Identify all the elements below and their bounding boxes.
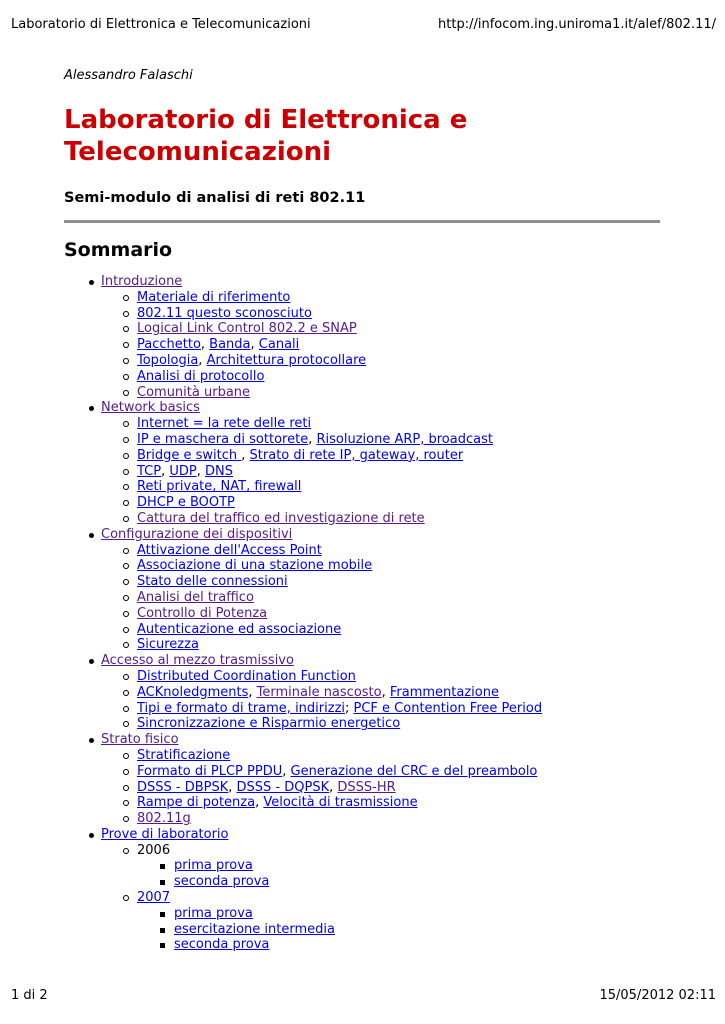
toc-link[interactable]: DHCP e BOOTP — [137, 495, 235, 511]
separator — [64, 220, 660, 223]
summary-heading: Sommario — [64, 239, 173, 261]
toc-link[interactable]: Sincronizzazione e Risparmio energetico — [137, 716, 401, 732]
toc-link[interactable]: Logical Link Control 802.2 e SNAP — [137, 321, 357, 337]
toc-link[interactable]: Materiale di riferimento — [137, 289, 291, 305]
toc-link[interactable]: Controllo di Potenza — [137, 605, 268, 621]
toc-subitem — [137, 858, 660, 874]
toc-item — [101, 748, 660, 764]
print-header-title: Laboratorio di Elettronica e Telecomunicazioni — [11, 17, 311, 32]
toc-link[interactable]: Formato di PLCP PPDU — [137, 763, 283, 779]
toc-link[interactable]: seconda prova — [174, 937, 270, 953]
toc-subitem — [137, 922, 660, 938]
page-subtitle: Semi-modulo di analisi di reti 802.11 — [64, 190, 366, 206]
toc-link[interactable]: PCF e Contention Free Period — [353, 700, 543, 716]
toc-link[interactable]: DNS — [205, 463, 234, 479]
toc-link[interactable]: Internet = la rete delle reti — [137, 416, 312, 432]
toc-section — [64, 274, 660, 400]
toc-item — [101, 795, 660, 811]
toc-link[interactable]: IP e maschera di sottorete — [137, 431, 309, 447]
toc-link[interactable]: Strato di rete IP, gateway, router — [249, 447, 464, 463]
toc-link[interactable]: Terminale nascosto — [256, 684, 382, 700]
toc-subitem — [137, 937, 660, 953]
toc-link[interactable]: Canali — [258, 337, 300, 353]
toc-item — [101, 511, 660, 527]
toc-link[interactable]: Analisi del traffico — [137, 589, 254, 605]
toc-text: , — [381, 684, 390, 700]
toc-link[interactable]: Distributed Coordination Function — [137, 668, 356, 684]
toc-link[interactable]: Pacchetto — [137, 337, 201, 353]
toc-link[interactable]: Reti private, NAT, firewall — [137, 479, 302, 495]
toc-link[interactable]: DSSS - DQPSK — [236, 779, 330, 795]
toc-sublist — [101, 290, 660, 401]
toc-item — [101, 669, 660, 685]
toc-item — [101, 369, 660, 385]
toc-section — [64, 527, 660, 653]
toc-item — [101, 811, 660, 827]
toc-subsublist — [137, 858, 660, 890]
toc-section — [64, 653, 660, 732]
toc-link[interactable]: Comunità urbane — [137, 384, 251, 400]
toc-link[interactable]: Introduzione — [101, 274, 183, 289]
toc-link[interactable]: Prove di laboratorio — [101, 826, 229, 842]
toc-link[interactable]: Cattura del traffico ed investigazione di rete — [137, 510, 425, 526]
toc-item — [101, 306, 660, 322]
toc-text: , — [228, 779, 237, 795]
toc-link[interactable]: Accesso al mezzo trasmissivo — [101, 653, 294, 669]
toc-link[interactable]: DSSS - DBPSK — [137, 779, 229, 795]
toc-item — [101, 622, 660, 638]
toc-text: , — [198, 352, 207, 368]
toc-link[interactable]: Strato fisico — [101, 732, 179, 748]
toc-text: , — [308, 431, 317, 447]
toc-item — [101, 448, 660, 464]
print-datetime: 15/05/2012 02:11 — [599, 988, 716, 1003]
toc-link[interactable]: Banda — [209, 337, 251, 353]
toc-sublist — [101, 748, 660, 827]
print-header — [11, 17, 716, 32]
toc-section — [64, 732, 660, 827]
toc-link[interactable]: ACKnoledgments — [137, 684, 249, 700]
toc-item — [101, 716, 660, 732]
table-of-contents — [64, 274, 660, 953]
toc-link[interactable]: Generazione del CRC e del preambolo — [290, 763, 538, 779]
toc-link[interactable]: Analisi di protocollo — [137, 368, 265, 384]
toc-item — [101, 606, 660, 622]
toc-sublist — [101, 843, 660, 954]
toc-link[interactable]: Tipi e formato di trame, indirizzi — [137, 700, 345, 716]
toc-item — [101, 890, 660, 953]
toc-item — [101, 701, 660, 717]
toc-text: , — [248, 684, 257, 700]
toc-section — [64, 827, 660, 953]
toc-text: , — [241, 447, 250, 463]
document-body — [64, 67, 660, 953]
toc-link[interactable]: Stratificazione — [137, 747, 231, 763]
toc-link[interactable]: seconda prova — [174, 874, 270, 890]
toc-link[interactable]: Sicurezza — [137, 637, 199, 653]
toc-link[interactable]: Risoluzione ARP, broadcast — [316, 431, 493, 447]
toc-link[interactable]: 802.11 questo sconosciuto — [137, 305, 312, 321]
toc-section — [64, 400, 660, 526]
toc-item — [101, 590, 660, 606]
toc-item — [101, 685, 660, 701]
toc-link[interactable]: Stato delle connessioni — [137, 574, 288, 590]
toc-text: , — [250, 337, 259, 353]
toc-link[interactable]: esercitazione intermedia — [174, 921, 335, 937]
toc-link[interactable]: Attivazione dell'Access Point — [137, 542, 322, 558]
toc-item — [101, 353, 660, 369]
toc-link[interactable]: Network basics — [101, 400, 200, 416]
author: Alessandro Falaschi — [64, 68, 193, 83]
toc-link[interactable]: Rampe di potenza — [137, 795, 256, 811]
toc-link[interactable]: DSSS-HR — [337, 779, 396, 795]
toc-link[interactable]: Architettura protocollare — [206, 352, 367, 368]
toc-item — [101, 290, 660, 306]
toc-link[interactable]: Topologia — [137, 352, 199, 368]
toc-link[interactable]: Associazione di una stazione mobile — [137, 558, 373, 574]
toc-sublist — [101, 669, 660, 732]
toc-sublist — [101, 416, 660, 527]
toc-item — [101, 543, 660, 559]
toc-item — [101, 321, 660, 337]
toc-text: , — [329, 779, 338, 795]
toc-link[interactable]: Frammentazione — [389, 684, 499, 700]
toc-text: ; — [345, 700, 354, 716]
toc-link[interactable]: UDP — [169, 463, 197, 479]
toc-link[interactable]: Configurazione dei dispositivi — [101, 526, 293, 542]
toc-item — [101, 495, 660, 511]
toc-subitem — [137, 874, 660, 890]
toc-link[interactable]: TCP — [137, 463, 162, 479]
toc-text: , — [255, 795, 264, 811]
toc-item — [101, 337, 660, 353]
toc-text: , — [161, 463, 170, 479]
toc-item — [101, 464, 660, 480]
toc-text: 2006 — [137, 842, 171, 858]
toc-link[interactable]: Bridge e switch — [137, 447, 242, 463]
toc-item — [101, 637, 660, 653]
toc-subsublist — [137, 906, 660, 953]
toc-item — [101, 416, 660, 432]
page-title: Laboratorio di Elettronica e Telecomunicazioni — [64, 105, 468, 167]
toc-item — [101, 764, 660, 780]
toc-subitem — [137, 906, 660, 922]
toc-item — [101, 780, 660, 796]
toc-text: , — [196, 463, 206, 479]
toc-link[interactable]: prima prova — [174, 905, 253, 921]
toc-link[interactable]: 2007 — [137, 890, 171, 906]
toc-item — [101, 385, 660, 401]
toc-text: , — [200, 337, 210, 353]
toc-link[interactable]: prima prova — [174, 858, 253, 874]
toc-item — [101, 843, 660, 890]
toc-sublist — [101, 543, 660, 654]
toc-item — [101, 432, 660, 448]
toc-item — [101, 558, 660, 574]
toc-item — [101, 479, 660, 495]
toc-link[interactable]: Velocità di trasmissione — [263, 795, 418, 811]
toc-link[interactable]: 802.11g — [137, 811, 191, 827]
print-footer — [11, 988, 716, 1003]
toc-link[interactable]: Autenticazione ed associazione — [137, 621, 342, 637]
page-number: 1 di 2 — [11, 988, 48, 1003]
print-header-url: http://infocom.ing.uniroma1.it/alef/802.11/ — [438, 17, 716, 32]
toc-item — [101, 574, 660, 590]
toc-text: , — [282, 763, 291, 779]
